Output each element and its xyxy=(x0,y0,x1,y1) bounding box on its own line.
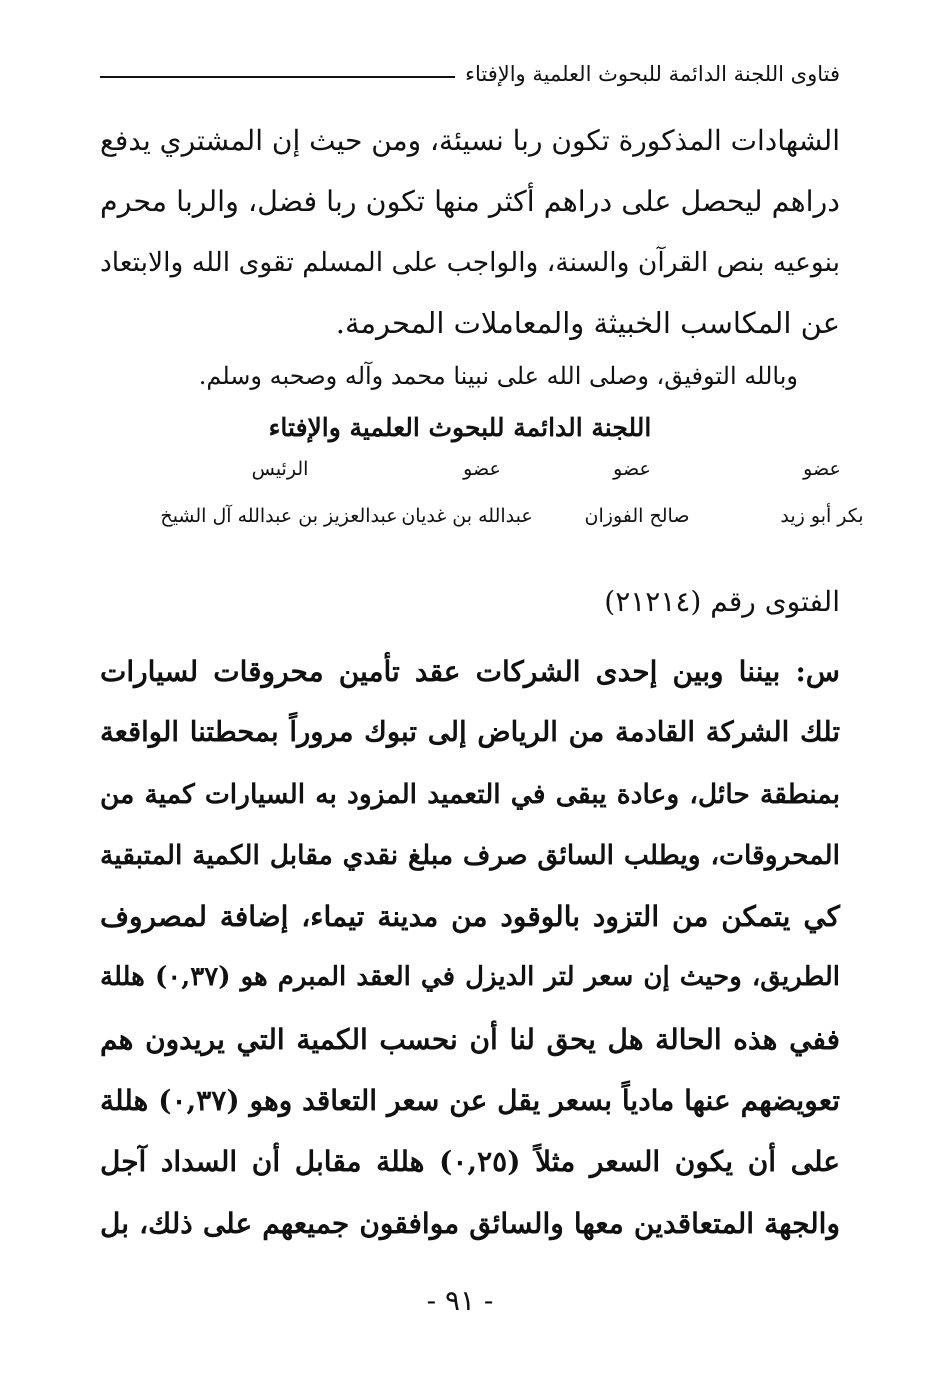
answer-line: الشهادات المذكورة تكون ربا نسيئة، ومن حيث إن المشتري يدفع xyxy=(100,124,840,157)
running-title: فتاوى اللجنة الدائمة للبحوث العلمية والإفتاء xyxy=(465,62,840,86)
member-role: عضو xyxy=(463,458,501,480)
question-line: كي يتمكن من التزود بالوقود من مدينة تيماء، إضافة لمصروف xyxy=(100,900,840,934)
question-line: تعويضهم عنها مادياً بسعر يقل عن سعر التعاقد وهو (٠,٣٧) هللة xyxy=(100,1084,840,1118)
question-line: بمنطقة حائل، وعادة يبقى في التعميد المزود به السيارات كمية من xyxy=(100,778,840,810)
question-line: المحروقات، ويطلب السائق صرف مبلغ نقدي مقابل الكمية المتبقية xyxy=(100,839,840,871)
committee-name-text: اللجنة الدائمة للبحوث العلمية والإفتاء xyxy=(268,413,652,442)
member-name: عبدالله بن غديان xyxy=(401,505,533,527)
page-number xyxy=(0,1284,932,1317)
member-name: عبدالعزيز بن عبدالله آل الشيخ xyxy=(160,505,398,527)
member-name: بكر أبو زيد xyxy=(780,505,864,527)
question-line: س: بيننا وبين إحدى الشركات عقد تأمين محروقات لسيارات xyxy=(100,655,840,688)
answer-line: عن المكاسب الخبيثة والمعاملات المحرمة. xyxy=(335,306,840,340)
running-header xyxy=(100,58,840,90)
answer-line: دراهم ليحصل على دراهم أكثر منها تكون ربا فضل، والربا محرم xyxy=(100,185,840,218)
question-line: على أن يكون السعر مثلاً (٠,٢٥) هللة مقابل أن السداد آجل xyxy=(100,1145,840,1179)
question-line: تلك الشركة القادمة من الرياض إلى تبوك مروراً بمحطتنا الواقعة xyxy=(100,716,840,749)
closing-formula: وبالله التوفيق، وصلى الله على نبينا محمد وآله وصحبه وسلم. xyxy=(198,362,798,390)
member-role: عضو xyxy=(613,458,651,480)
header-rule xyxy=(100,76,455,78)
member-role: الرئيس xyxy=(251,458,309,480)
member-role: عضو xyxy=(803,458,841,480)
question-line: الطريق، وحيث إن سعر لتر الديزل في العقد المبرم هو (٠,٣٧) هللة xyxy=(100,962,840,993)
page-number-text: - ٩١ - xyxy=(426,1284,494,1317)
question-line: ففي هذه الحالة هل يحق لنا أن نحسب الكمية التي يريدون هم xyxy=(100,1022,840,1056)
question-line: والجهة المتعاقدين معها والسائق موافقون جميعهم على ذلك، بل xyxy=(100,1206,840,1240)
fatwa-number: الفتوى رقم (٢١٢١٤) xyxy=(604,585,840,618)
previous-answer-paragraph xyxy=(100,110,840,354)
question-paragraph xyxy=(100,641,840,1254)
member-name: صالح الفوزان xyxy=(584,505,690,527)
committee-name xyxy=(0,413,932,442)
answer-line: بنوعيه بنص القرآن والسنة، والواجب على المسلم تقوى الله والابتعاد xyxy=(100,247,840,278)
